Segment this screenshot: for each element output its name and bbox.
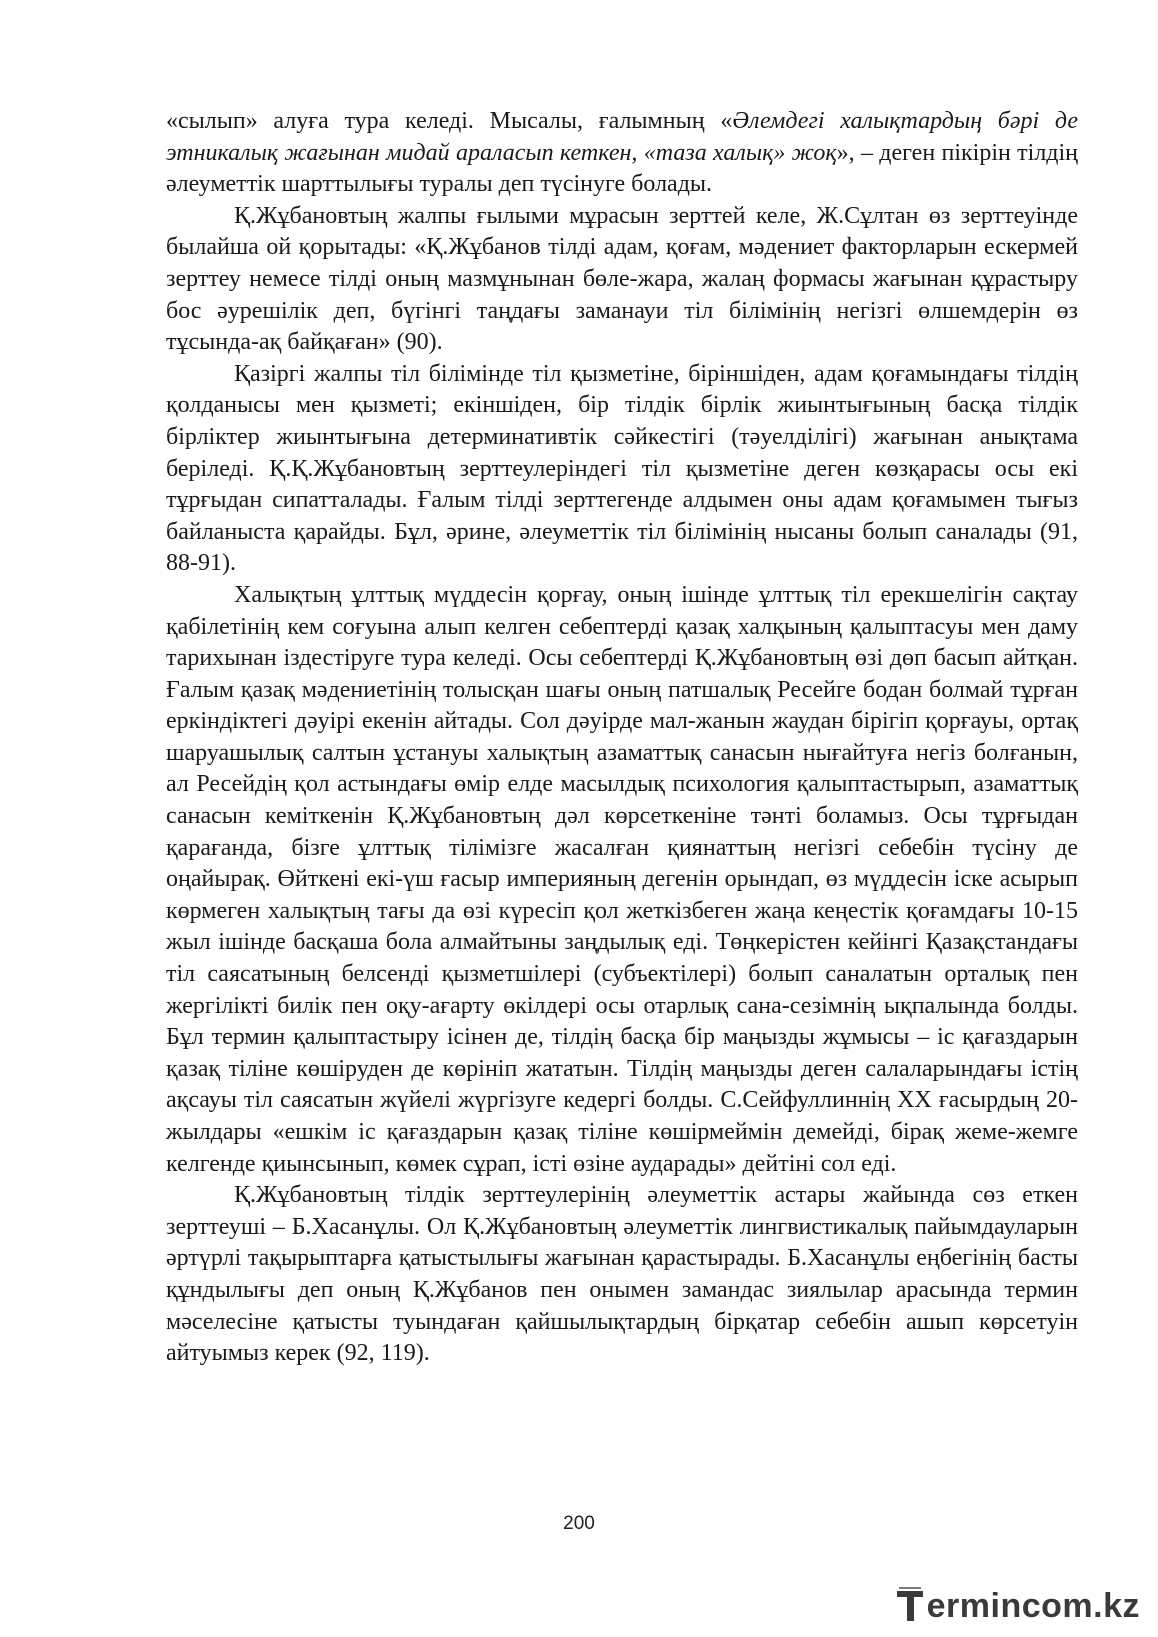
paragraph	[166, 580, 1078, 1180]
termincom-logo-icon	[897, 1587, 925, 1625]
watermark-text: ermincom.kz	[926, 1586, 1140, 1625]
paragraph	[166, 106, 1078, 201]
paragraph	[166, 1180, 1078, 1370]
page-body	[166, 106, 1078, 1370]
termincom-watermark[interactable]	[897, 1584, 1140, 1628]
text-run: Қ.Жұбановтың тілдік зерттеулерінің әлеуметтік астары жайында сөз еткен зерттеуші – Б.Хасанұлы. Ол Қ.Жұбановтың әлеуметтік лингвистикалық пайымдауларын әртүрлі тақырыптарға қатыстылығы жағынан қарастырады. Б.Хасанұлы еңбегінің басты құндылығы деп оның Қ.Жұбанов пен онымен замандас зиялылар арасында термин мәселесіне қатысты туындаған қайшылықтардың бірқатар себебін ашып көрсетуін айтуымыз керек (92, 119).	[166, 1182, 1078, 1367]
text-run: Қ.Жұбановтың жалпы ғылыми мұрасын зерттей келе, Ж.Сұлтан өз зерттеуінде былайша ой қорытады: «Қ.Жұбанов тілді адам, қоғам, мәдениет факторларын ескермей зерттеу немесе тілді оның мазмұнынан бөле-жара, жалаң формасы жағынан құрастыру бос әурешілік деп, бүгінгі таңдағы заманауи тіл білімінің негізгі өлшемдерін өз тұсында-ақ байқаған» (90).	[166, 202, 1078, 356]
paragraph	[166, 201, 1078, 359]
text-run: », – деген пікірін тілдің әлеуметтік шарттылығы туралы деп түсінуге болады.	[166, 139, 1079, 198]
text-run: «сылып» алуға тура келеді. Мысалы, ғалымның «	[166, 108, 733, 134]
italic-quote: Әлемдегі халықтардың бәрі де этникалық жағынан мидай араласып кеткен, «таза халық» жоқ	[166, 108, 1079, 166]
page-number: 200	[563, 1513, 595, 1534]
text-run: Қазіргі жалпы тіл білімінде тіл қызметіне, біріншіден, адам қоғамындағы тілдің қолданысы мен қызметі; екіншіден, бір тілдік бірлік жиынтығының басқа тілдік бірліктер жиынтығына детерминативтік сәйкестігі (тәуелділігі) жағынан анықтама беріледі. Қ.Қ.Жұбановтың зерттеулеріндегі тіл қызметіне деген көзқарасы осы екі тұрғыдан сипатталады. Ғалым тілді зерттегенде алдымен оны адам қоғамымен тығыз байланыста қарайды. Бұл, әрине, әлеуметтік тіл білімінің нысаны болып саналады (91, 88-91).	[166, 360, 1078, 577]
text-run: Халықтың ұлттық мүддесін қорғау, оның ішінде ұлттық тіл ерекшелігін сақтау қабілетінің кем соғуына алып келген себептерді қазақ халқының қалыптасуы мен даму тарихынан іздестіруге тура келеді. Осы себептерді Қ.Жұбановтың өзі дөп басып айтқан. Ғалым қазақ мәдениетінің толысқан шағы оның патшалық Ресейге бодан болмай тұрған еркіндіктегі дәуірі екенін айтады. Сол дәуірде мал-жанын жаудан бірігіп қорғауы, ортақ шаруашылық салтын ұстануы халықтың азаматтық санасын нығайтуға негіз болғанын, ал Ресейдің қол астындағы өмір елде масылдық психология қалыптастырып, азаматтық санасын кеміткенін Қ.Жұбановтың дәл көрсеткеніне тәнті боламыз. Осы тұрғыдан қарағанда, бізге ұлттық тілімізге жасалған қиянаттың негізгі себебін түсіну де оңайырақ. Өйткені екі-үш ғасыр империяның дегенін орындап, өз мүддесін іске асырып көрмеген халықтың тағы да өзі күресіп қол жеткізбеген жаңа кеңестік қоғамдағы 10-15 жыл ішінде басқаша бола алмайтыны заңдылық еді. Төңкерістен кейінгі Қазақстандағы тіл саясатының белсенді қызметшілері (субъектілері) болып саналатын орталық пен жергілікті билік пен оқу-ағарту өкілдері осы отарлық сана-сезімнің ықпалында болды. Бұл термин қалыптастыру ісінен де, тілдің басқа бір маңызды жұмысы – іс қағаздарын қазақ тіліне көшіруден де көрініп жататын. Тілдің маңызды деген салаларындағы істің ақсауы тіл саясатын жүйелі жүргізуге кедергі болды. С.Сейфуллиннің ХХ ғасырдың 20-жылдары «ешкім іс қағаздарын қазақ тіліне көшірмеймін демейді, бірақ жеме-жемге келгенде қиынсынып, көмек сұрап, істі өзіне аударады» дейтіні сол еді.	[166, 581, 1078, 1177]
paragraph	[166, 359, 1078, 580]
